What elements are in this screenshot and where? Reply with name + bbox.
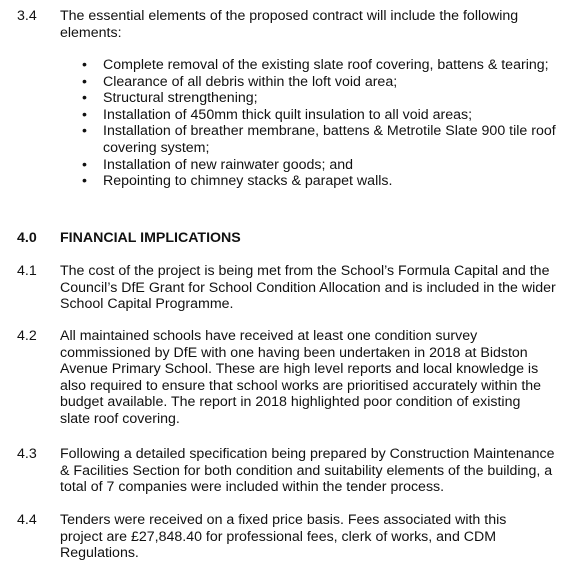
bullet-icon: • [82, 90, 87, 107]
section-paragraph: The cost of the project is being met from the School’s Formula Capital and the Council’s DfE Grant for School Condition Allocation and is included in the wider School Capital Programme. [60, 263, 556, 313]
section-number: 4.1 [17, 263, 37, 279]
section-paragraph: Following a detailed specification being prepared by Construction Maintenance & Facilities Section for both condition and suitability elements of the building, a total of 7 companies were included within the tender process. [60, 446, 555, 496]
bullet-icon: • [82, 173, 87, 190]
section-number: 4.2 [17, 328, 37, 344]
list-item-text: Installation of 450mm thick quilt insulation to all void areas; [103, 106, 473, 123]
list-item [82, 74, 572, 91]
list-item [82, 107, 572, 124]
section-paragraph: All maintained schools have received at least one condition survey commissioned by DfE with one having been undertaken in 2018 at Bidston Avenue Primary School. These are high level reports and local knowledge is also required to ensure that school works are prioritised accurately within the budget available. The report in 2018 highlighted poor condition of existing slate roof covering. [60, 328, 542, 427]
list-item [82, 157, 572, 174]
bullet-icon: • [82, 57, 87, 73]
section-number: 4.0 [17, 230, 37, 246]
list-item-text: Complete removal of the existing slate roof covering, battens & tearing; [103, 57, 549, 73]
section-number: 4.3 [17, 446, 37, 462]
list-item-text: Installation of new rainwater goods; and [103, 156, 354, 173]
list-item-text: Structural strengthening; [103, 90, 258, 107]
bullet-icon: • [82, 73, 87, 90]
section-number: 4.4 [17, 512, 37, 528]
list-item [82, 90, 572, 107]
section-number: 3.4 [17, 8, 37, 24]
list-item-text: Clearance of all debris within the loft void area; [103, 73, 398, 90]
list-item [82, 123, 572, 156]
list-item [82, 173, 572, 190]
bullet-icon: • [82, 106, 87, 123]
section-paragraph: The essential elements of the proposed contract will include the following elements: [60, 8, 519, 41]
section-paragraph: Tenders were received on a fixed price basis. Fees associated with this project are £27,848.40 for professional fees, clerk of works, and CDM Regulations. [60, 512, 507, 562]
bullet-icon: • [82, 123, 87, 140]
list-item-text: Installation of breather membrane, battens & Metrotile Slate 900 tile roof covering system; [103, 123, 556, 156]
list-item-text: Repointing to chimney stacks & parapet walls. [103, 173, 393, 190]
contract-elements-list [82, 57, 572, 190]
list-item [82, 57, 572, 74]
bullet-icon: • [82, 156, 87, 173]
section-heading: FINANCIAL IMPLICATIONS [60, 230, 241, 246]
